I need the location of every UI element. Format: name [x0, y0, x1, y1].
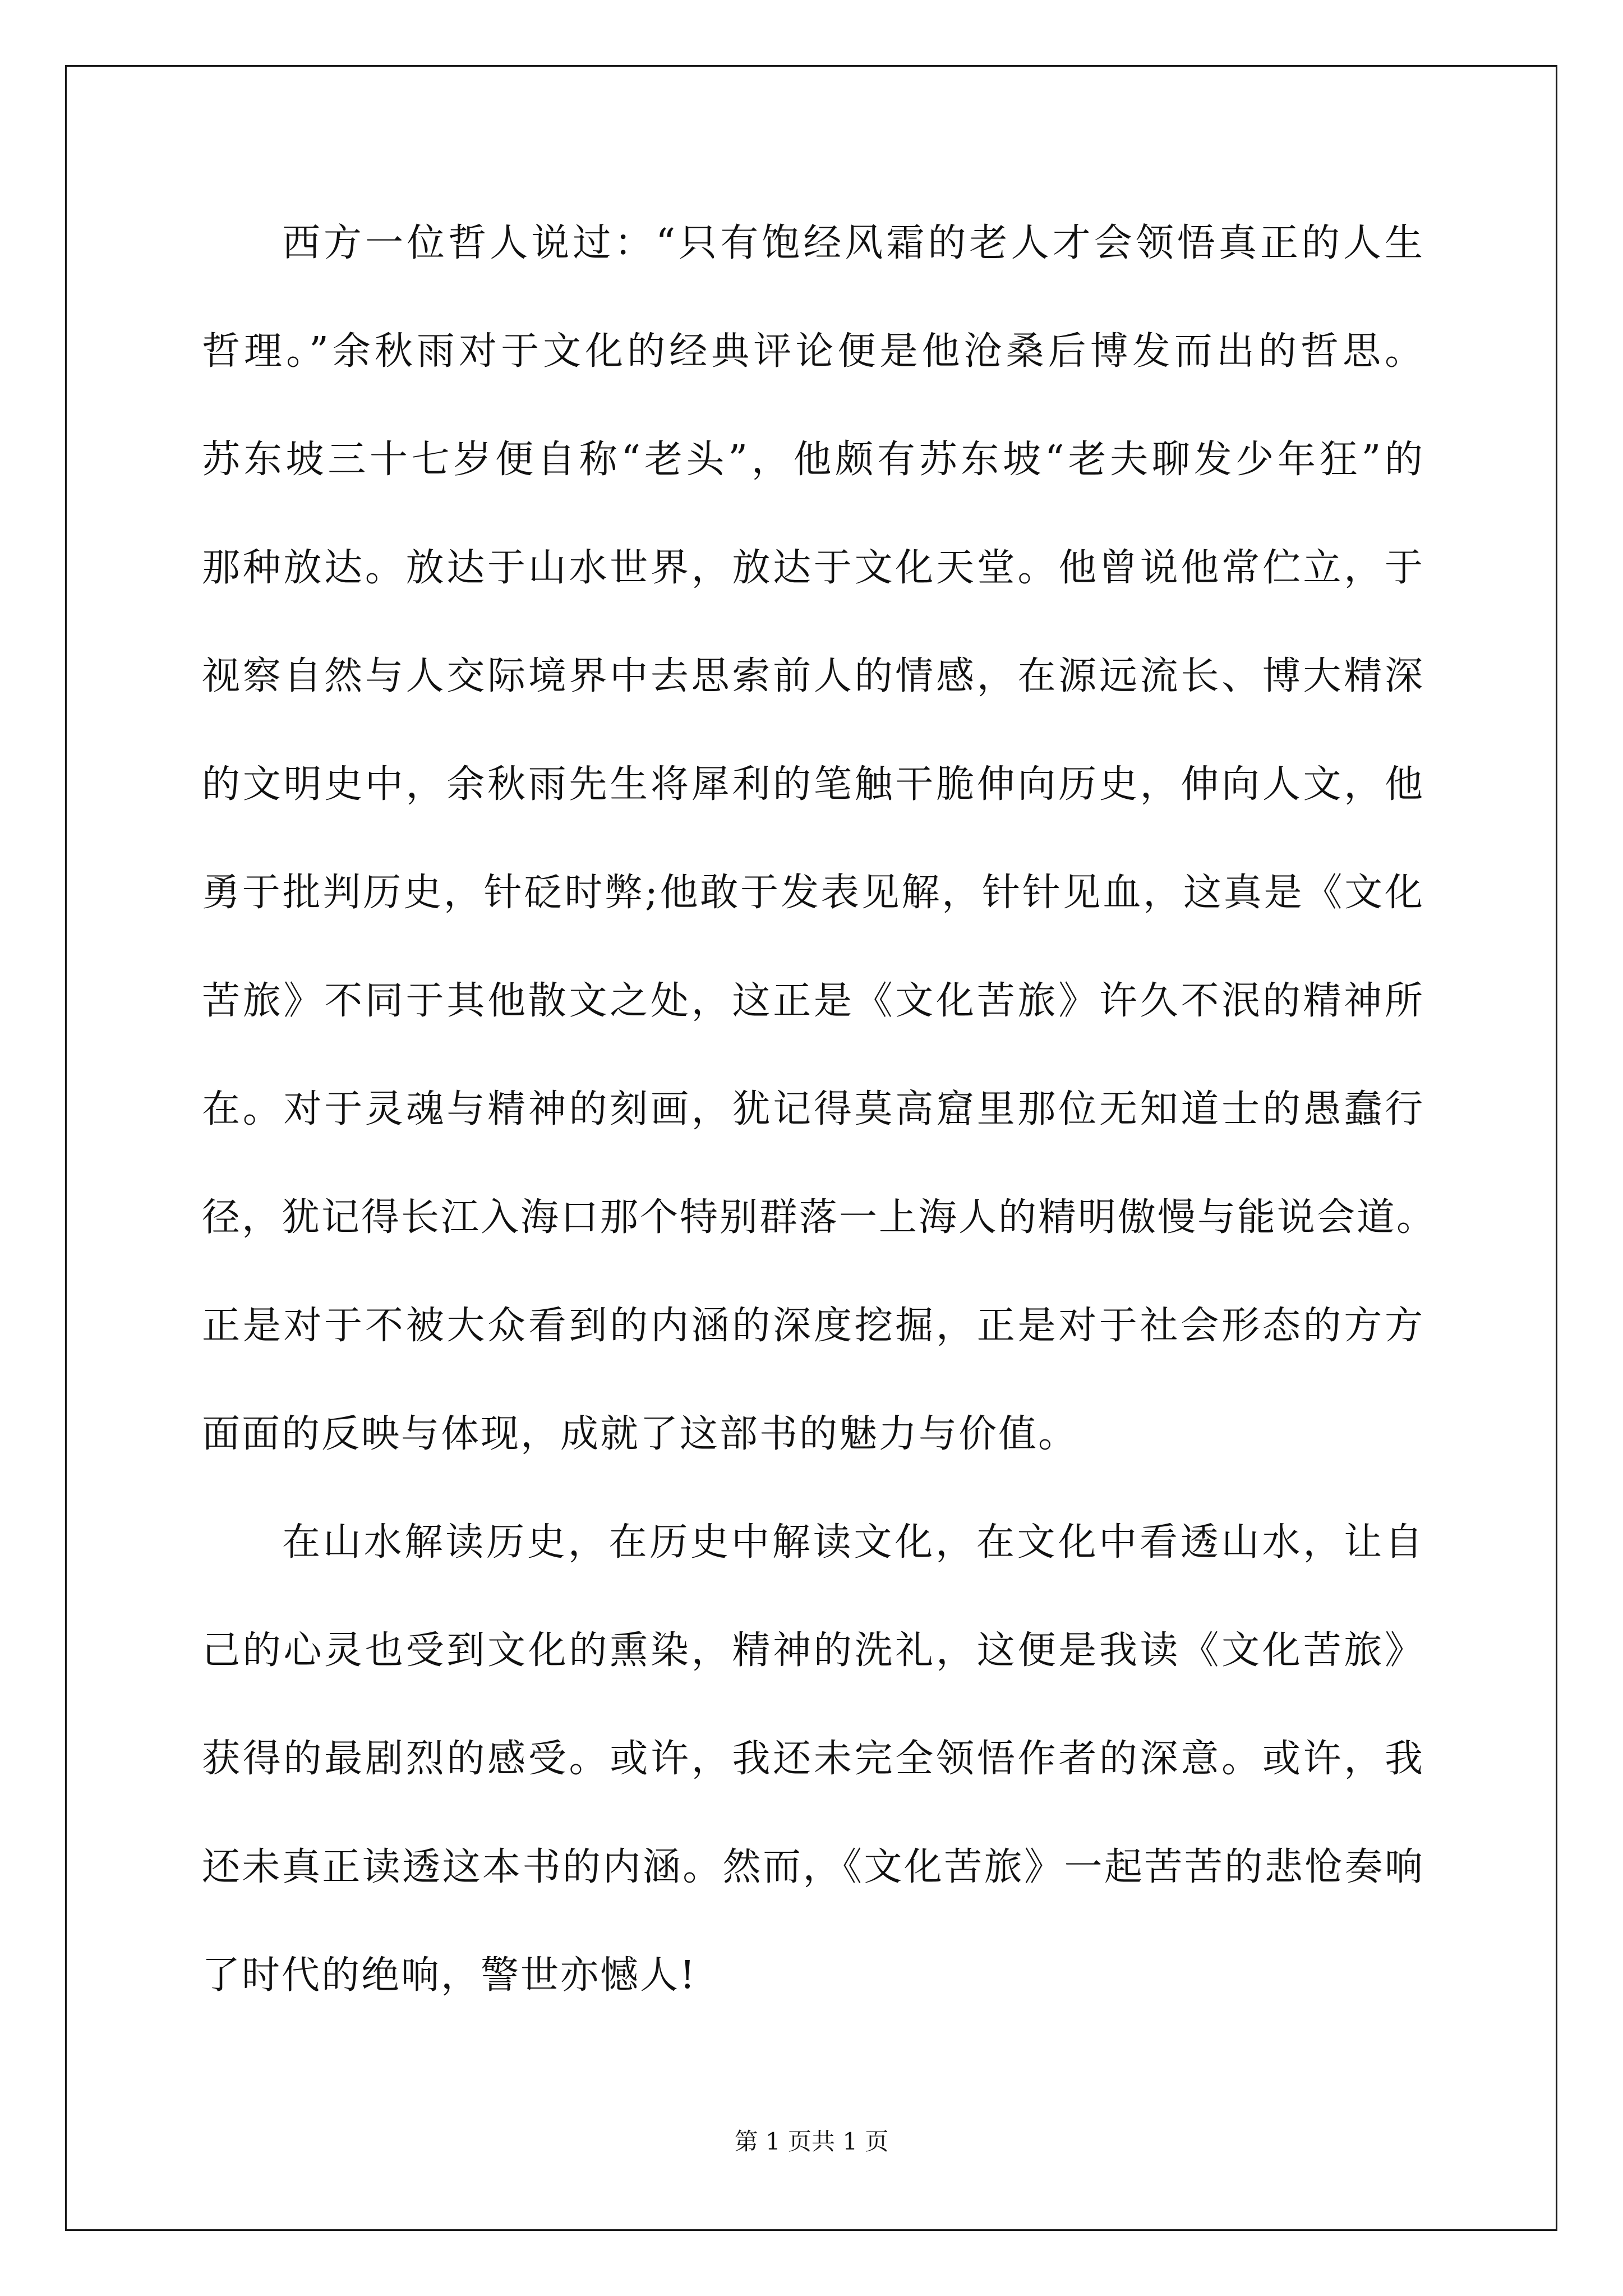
text-line: 在。对于灵魂与精神的刻画，犹记得莫高窟里那位无知道士的愚蠢行	[202, 1087, 1424, 1131]
text-line: 苏东坡三十七岁便自称“老头”，他颇有苏东坡“老夫聊发少年狂”的	[202, 438, 1424, 482]
text-line: 哲理。”余秋雨对于文化的经典评论便是他沧桑后博发而出的哲思。	[202, 329, 1424, 374]
text-line: 苦旅》不同于其他散文之处，这正是《文化苦旅》许久不泯的精神所	[202, 979, 1424, 1023]
paragraph-2	[202, 1520, 1424, 2065]
text-line: 在山水解读历史，在历史中解读文化，在文化中看透山水，让自	[282, 1520, 1424, 1565]
page-total: 共 1 页	[811, 2128, 889, 2155]
text-line: 获得的最剧烈的感受。或许，我还未完全领悟作者的深意。或许，我	[202, 1737, 1424, 1781]
text-line: 正是对于不被大众看到的内涵的深度挖掘，正是对于社会形态的方方	[202, 1304, 1424, 1348]
page-number: 第 1 页	[734, 2128, 811, 2155]
document-body	[202, 221, 1437, 2065]
text-line: 的文明史中，余秋雨先生将犀利的笔触干脆伸向历史，伸向人文，他	[202, 762, 1424, 807]
text-line: 视察自然与人交际境界中去思索前人的情感，在源远流长、博大精深	[202, 654, 1424, 698]
text-line: 西方一位哲人说过：“只有饱经风霜的老人才会领悟真正的人生	[282, 221, 1425, 265]
text-line: 还未真正读透这本书的内涵。然而，《文化苦旅》一起苦苦的悲怆奏响	[202, 1845, 1424, 1889]
text-line: 那种放达。放达于山水世界，放达于文化天堂。他曾说他常伫立，于	[202, 546, 1424, 590]
text-line: 面面的反映与体现，成就了这部书的魅力与价值。	[202, 1412, 1078, 1456]
page-footer	[0, 2128, 1623, 2156]
text-line: 径，犹记得长江入海口那个特别群落一上海人的精明傲慢与能说会道。	[202, 1195, 1437, 1240]
text-line: 己的心灵也受到文化的熏染，精神的洗礼，这便是我读《文化苦旅》	[202, 1628, 1424, 1673]
text-line: 了时代的绝响，警世亦憾人!	[202, 1953, 697, 1998]
text-line: 勇于批判历史，针砭时弊;他敢于发表见解，针针见血，这真是《文化	[202, 871, 1424, 915]
paragraph-1	[202, 221, 1437, 1524]
